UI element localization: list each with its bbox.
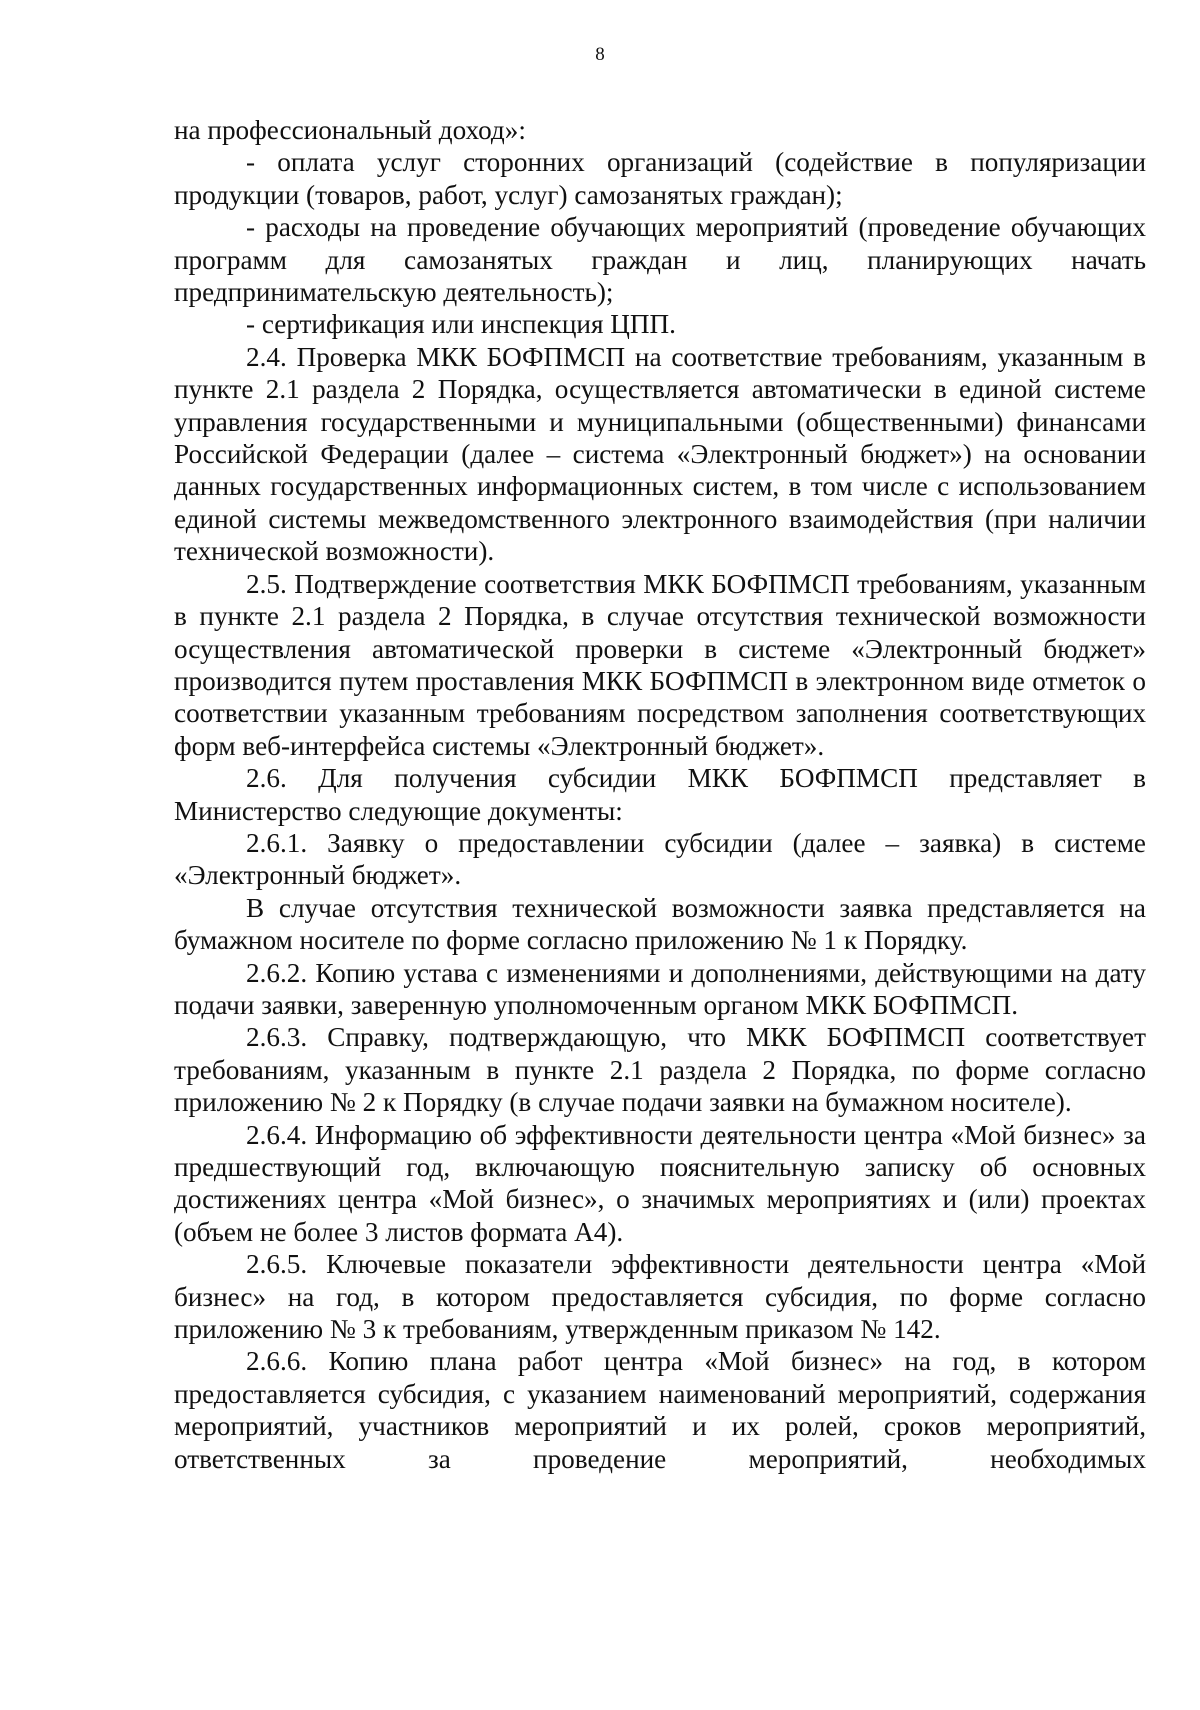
list-item-certification: - сертификация или инспекция ЦПП.	[246, 309, 676, 340]
clause-2-5: 2.5. Подтверждение соответствия МКК БОФПМСП требованиям, указанным в пункте 2.1 раздела 2 Порядка, в случае отсутствия технической возможности осуществления автоматической проверки в системе «Электронный бюджет» производится путем проставления МКК БОФПМСП в электронном виде отметок о соответствии указанным требованиям посредством заполнения соответствующих форм веб-интерфейса системы «Электронный бюджет».	[174, 568, 1146, 761]
paragraph-continuation: на профессиональный доход»:	[174, 115, 526, 145]
clause-2-6-3: 2.6.3. Справку, подтверждающую, что МКК БОФПМСП соответствует требованиям, указанным в пункте 2.1 раздела 2 Порядка, по форме согласно приложению № 2 к Порядку (в случае подачи заявки на бумажном носителе).	[174, 1022, 1146, 1118]
list-item-services: - оплата услуг сторонних организаций (содействие в популяризации продукции (товаров, работ, услуг) самозанятых граждан);	[174, 147, 1146, 210]
clause-2-6-1-note: В случае отсутствия технической возможности заявка представляется на бумажном носителе по форме согласно приложению № 1 к Порядку.	[174, 892, 1146, 956]
page-number: 8	[595, 44, 605, 65]
clause-2-6-4: 2.6.4. Информацию об эффективности деятельности центра «Мой бизнес» за предшествующий год, включающую пояснительную записку об основных достижениях центра «Мой бизнес», о значимых мероприятиях и (или) проектах (объем не более 3 листов формата А4).	[174, 1119, 1146, 1247]
document-body	[174, 114, 1146, 1475]
clause-2-6: 2.6. Для получения субсидии МКК БОФПМСП представляет в Министерство следующие документы:	[174, 763, 1146, 826]
clause-2-4: 2.4. Проверка МКК БОФПМСП на соответствие требованиям, указанным в пункте 2.1 раздела 2 Порядка, осуществляется автоматически в единой системе управления государственными и муниципальными (общественными) финансами Российской Федерации (далее – система «Электронный бюджет») на основании данных государственных информационных систем, в том числе с использованием единой системы межведомственного электронного взаимодействия (при наличии технической возможности).	[174, 341, 1146, 567]
clause-2-6-6: 2.6.6. Копию плана работ центра «Мой бизнес» на год, в котором предоставляется субсидия, с указанием наименований мероприятий, содержания мероприятий, участников мероприятий и их ролей, сроков мероприятий, ответственных за проведение мероприятий, необходимых	[174, 1346, 1146, 1474]
clause-2-6-2: 2.6.2. Копию устава с изменениями и дополнениями, действующими на дату подачи заявки, заверенную уполномоченным органом МКК БОФПМСП.	[174, 957, 1146, 1020]
clause-2-6-5: 2.6.5. Ключевые показатели эффективности деятельности центра «Мой бизнес» на год, в котором предоставляется субсидия, по форме согласно приложению № 3 к требованиям, утвержденным приказом № 142.	[174, 1249, 1146, 1345]
list-item-training: - расходы на проведение обучающих мероприятий (проведение обучающих программ для самозанятых граждан и лиц, планирующих начать предпринимательскую деятельность);	[174, 212, 1146, 308]
clause-2-6-1: 2.6.1. Заявку о предоставлении субсидии (далее – заявка) в системе «Электронный бюджет».	[174, 827, 1146, 891]
